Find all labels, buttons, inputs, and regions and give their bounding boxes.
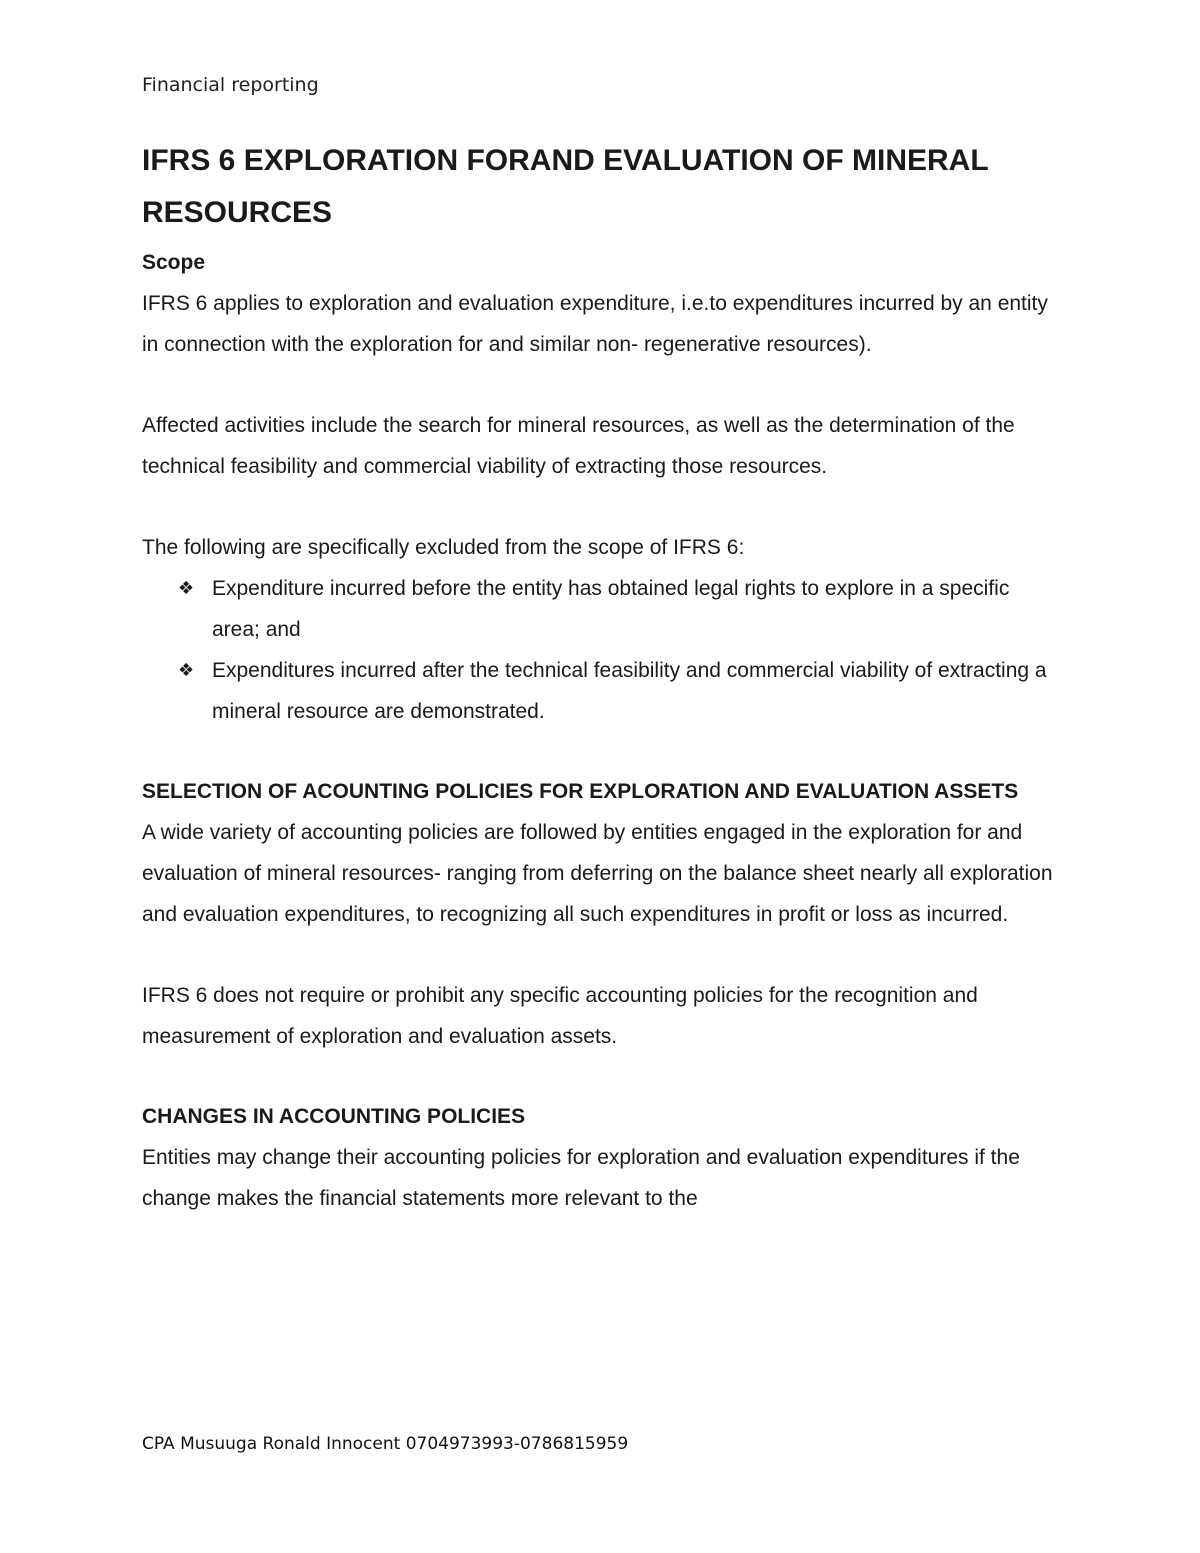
exclusion-list [142, 568, 1062, 732]
scope-paragraph-2: Affected activities include the search for mineral resources, as well as the determination of the technical feasibility and commercial viability of extracting those resources. [142, 414, 1015, 478]
diamond-bullet-icon: ❖ [178, 660, 195, 681]
spacer [142, 732, 1062, 772]
exclusion-item-text: Expenditure incurred before the entity has obtained legal rights to explore in a specific area; and [212, 577, 1010, 641]
page-header: Financial reporting [142, 74, 319, 96]
scope-paragraph-3: The following are specifically excluded from the scope of IFRS 6: [142, 536, 745, 559]
document-body [142, 135, 1062, 1219]
selection-heading: SELECTION OF ACOUNTING POLICIES FOR EXPLORATION AND EVALUATION ASSETS [142, 780, 1019, 803]
changes-paragraph-1: Entities may change their accounting policies for exploration and evaluation expenditures if the change makes the financial statements more relevant to the [142, 1146, 1020, 1210]
scope-paragraph-1: IFRS 6 applies to exploration and evaluation expenditure, i.e.to expenditures incurred by an entity in connection with the exploration for and similar non- regenerative resources). [142, 292, 1048, 356]
exclusion-list-item [142, 650, 1062, 732]
exclusion-list-item [142, 568, 1062, 650]
diamond-bullet-icon: ❖ [178, 578, 195, 599]
selection-paragraph-2: IFRS 6 does not require or prohibit any specific accounting policies for the recognition and measurement of exploration and evaluation assets. [142, 984, 978, 1048]
changes-heading: CHANGES IN ACCOUNTING POLICIES [142, 1105, 526, 1128]
page-footer: CPA Musuuga Ronald Innocent 0704973993-0786815959 [142, 1434, 629, 1454]
scope-heading: Scope [142, 251, 206, 274]
document-title: IFRS 6 EXPLORATION FORAND EVALUATION OF MINERAL RESOURCES [142, 144, 989, 229]
exclusion-item-text: Expenditures incurred after the technical feasibility and commercial viability of extracting a mineral resource are demonstrated. [212, 659, 1047, 723]
spacer [142, 487, 1062, 527]
spacer [142, 1057, 1062, 1097]
spacer [142, 935, 1062, 975]
spacer [142, 365, 1062, 405]
selection-paragraph-1: A wide variety of accounting policies are followed by entities engaged in the exploration for and evaluation of mineral resources- ranging from deferring on the balance sheet nearly all exploration and evaluation expenditures, to recognizing all such expenditures in profit or loss as incurred. [142, 821, 1053, 926]
